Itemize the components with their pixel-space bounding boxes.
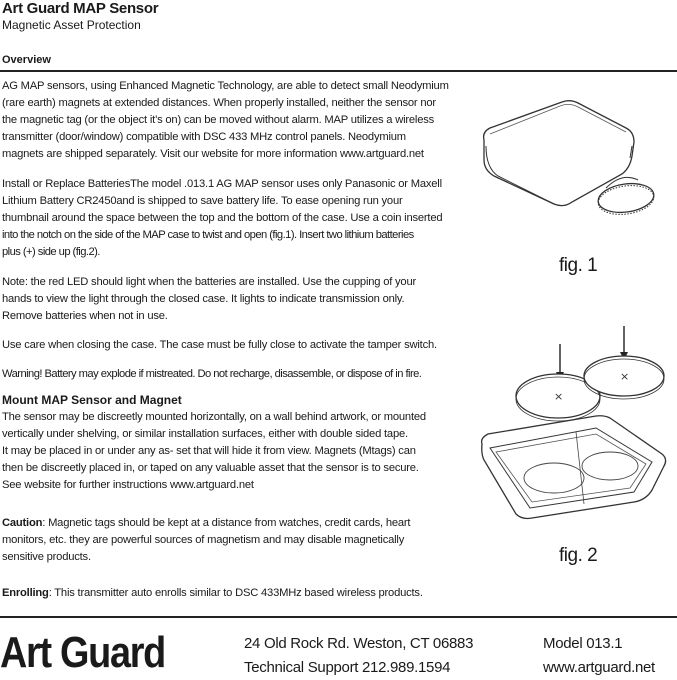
text-line: Lithium Battery CR2450and is shipped to save battery life. To ease opening run your — [2, 195, 403, 207]
text-line: AG MAP sensors, using Enhanced Magnetic Technology, are able to detect small Neodymium — [2, 80, 449, 92]
document-title: Art Guard MAP Sensor — [2, 0, 159, 17]
text-line: vertically under shelving, or similar installation surfaces, either with double sided tape. — [2, 428, 408, 440]
text-line: thumbnail around the space between the top and the bottom of the case. Use a coin inserted — [2, 212, 443, 224]
model-text: Model 013.1 — [543, 635, 623, 652]
text-line: then be discreetly placed in, or taped on any valuable asset that the sensor is to secure. — [2, 462, 419, 474]
overview-paragraph — [2, 78, 468, 163]
warning-text: Warning! Battery may explode if mistreated. Do not recharge, disassemble, or dispose of in fire. — [2, 368, 422, 380]
svg-text:×: × — [620, 370, 630, 383]
fig1-sensor-case-illustration — [476, 96, 666, 226]
text-line: See website for further instructions www.artguard.net — [2, 479, 254, 491]
fig2-battery-install-illustration — [476, 320, 676, 525]
fig2-caption: fig. 2 — [559, 545, 598, 566]
overview-heading: Overview — [2, 54, 51, 66]
bottom-divider — [0, 616, 677, 618]
caution-text: : Magnetic tags should be kept at a distance from watches, credit cards, heart — [42, 517, 411, 529]
text-line: monitors, etc. they are powerful sources of magnetism and may disable magnetically — [2, 534, 405, 546]
document-subtitle: Magnetic Asset Protection — [2, 18, 141, 32]
enrolling-paragraph — [2, 585, 468, 602]
enrolling-text: : This transmitter auto enrolls similar to DSC 433MHz based wireless products. — [48, 587, 423, 599]
text-line: The sensor may be discreetly mounted horizontally, on a wall behind artwork, or mounted — [2, 411, 426, 423]
text-line: the magnetic tag (or the object it’s on) can be moved without alarm. MAP utilizes a wireless — [2, 114, 435, 126]
model-block — [543, 632, 655, 680]
contact-block — [244, 632, 473, 680]
closing-care-text: Use care when closing the case. The case must be fully close to activate the tamper switch. — [2, 339, 437, 351]
mount-heading: Mount MAP Sensor and Magnet — [2, 393, 182, 407]
mount-paragraph — [2, 409, 468, 494]
text-line: hands to view the light through the closed case. It lights to indicate transmission only. — [2, 293, 405, 305]
text-line: into the notch on the side of the MAP case to twist and open (fig.1). Insert two lithium batteries — [2, 229, 414, 241]
text-line: magnets are shipped separately. Visit our website for more information www.artguard.net — [2, 148, 424, 160]
text-line: (rare earth) magnets at extended distances. When properly installed, neither the sensor nor — [2, 97, 436, 109]
text-line: Remove batteries when not in use. — [2, 310, 168, 322]
text-line: transmitter (door/window) compatible with DSC 433 MHz control panels. Neodymium — [2, 131, 406, 143]
caution-paragraph — [2, 515, 468, 566]
note-paragraph — [2, 274, 468, 325]
battery-paragraph — [2, 176, 468, 261]
text-line: Note: the red LED should light when the batteries are installed. Use the cupping of your — [2, 276, 416, 288]
top-divider — [0, 70, 677, 72]
text-line: sensitive products. — [2, 551, 91, 563]
text-line: plus (+) side up (fig.2). — [2, 246, 100, 258]
svg-text:×: × — [554, 390, 564, 403]
address-text: 24 Old Rock Rd. Weston, CT 06883 — [244, 635, 474, 652]
brand-logo-text: Art Guard — [0, 628, 165, 677]
text-line: Install or Replace BatteriesThe model .013.1 AG MAP sensor uses only Panasonic or Maxell — [2, 178, 442, 190]
enrolling-label: Enrolling — [2, 587, 49, 599]
support-phone-text: Technical Support 212.989.1594 — [244, 659, 451, 676]
text-line: It may be placed in or under any as- set that will hide it from view. Magnets (Mtags) can — [2, 445, 416, 457]
caution-label: Caution — [2, 517, 43, 529]
fig1-caption: fig. 1 — [559, 255, 598, 276]
website-link[interactable]: www.artguard.net — [543, 659, 655, 676]
